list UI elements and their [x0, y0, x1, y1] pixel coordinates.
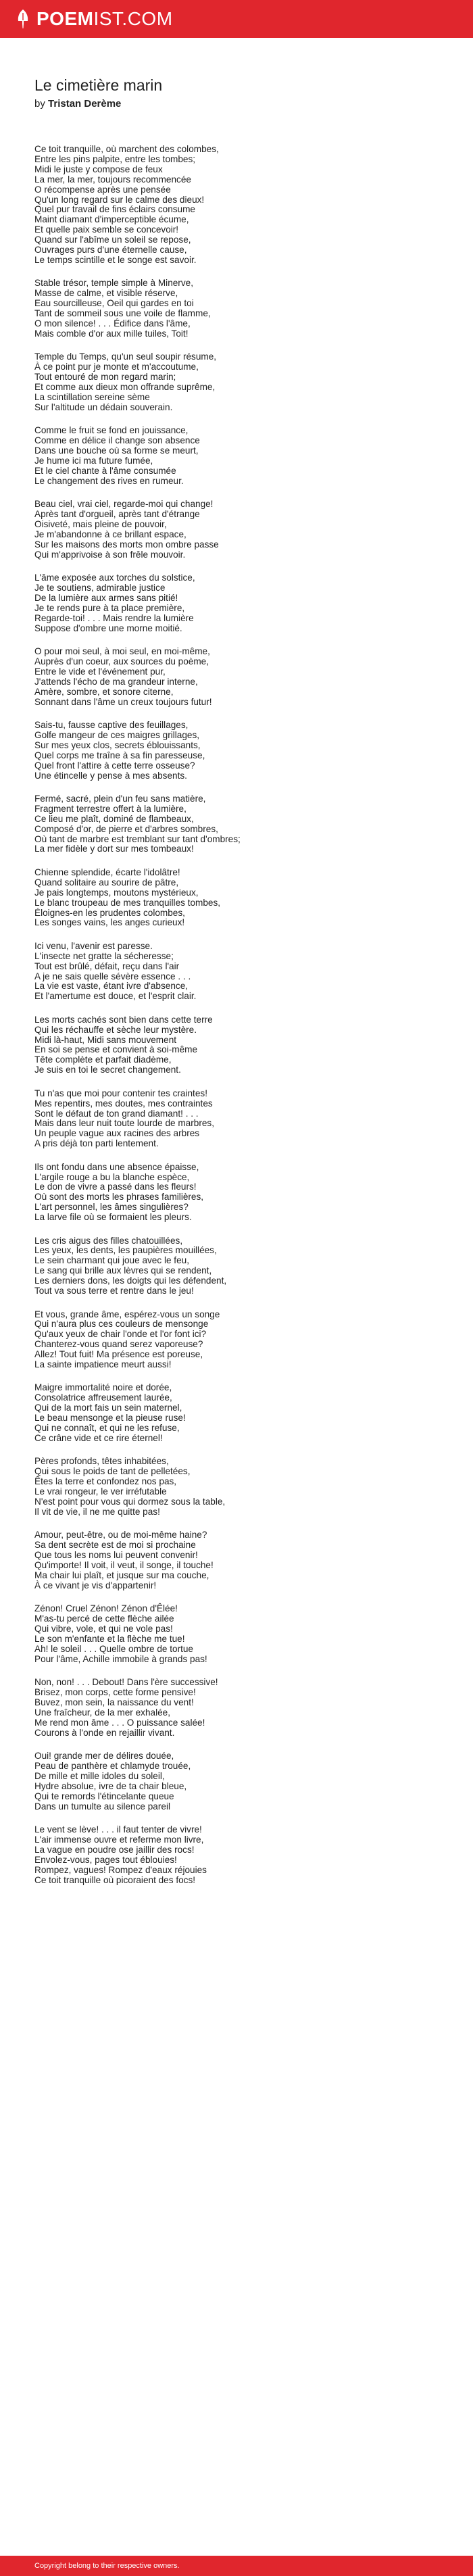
poem-line: Le vent se lève! . . . il faut tenter de vivre! [34, 1824, 202, 1835]
poem-line: Oui! grande mer de délires douée, [34, 1751, 174, 1761]
poem-line: Une étincelle y pense à mes absents. [34, 770, 187, 781]
poem-line: Tu n'as que moi pour contenir tes craintes! [34, 1088, 207, 1098]
poem-line: N'est point pour vous qui dormez sous la table, [34, 1497, 226, 1507]
poem-line: Les derniers dons, les doigts qui les défendent, [34, 1275, 227, 1286]
poem-line: Fragment terrestre offert à la lumière, [34, 803, 186, 814]
poem-line: Êtes la terre et confondez nos pas, [34, 1476, 177, 1487]
poem-line: Chanterez-vous quand serez vaporeuse? [34, 1339, 203, 1350]
poem-author: Tristan Derème [48, 98, 122, 110]
stanza [34, 426, 440, 486]
poem-line: Une fraîcheur, de la mer exhalée, [34, 1707, 170, 1718]
poem-line: Où sont des morts les phrases familières, [34, 1192, 204, 1202]
poem-line: J'attends l'écho de ma grandeur interne, [34, 676, 198, 687]
poem-line: Les yeux, les dents, les paupières mouillées, [34, 1245, 217, 1256]
poem-line: Sur les maisons des morts mon ombre passe [34, 539, 219, 550]
poem-line: Sur mes yeux clos, secrets éblouissants, [34, 739, 201, 750]
byline-prefix: by [34, 98, 45, 110]
poem-line: Ah! le soleil . . . Quelle ombre de tortue [34, 1643, 193, 1654]
poem-line: Après tant d'orgueil, après tant d'étrange [34, 509, 200, 520]
poem-line: Le son m'enfante et la flèche me tue! [34, 1633, 185, 1644]
poem-line: Entre le vide et l'événement pur, [34, 666, 166, 677]
poem-line: Comme le fruit se fond en jouissance, [34, 425, 189, 436]
poem-line: Qui sous le poids de tant de pelletées, [34, 1466, 191, 1477]
poem-line: Pour l'âme, Achille immobile à grands pas! [34, 1653, 207, 1664]
poem-line: Et quelle paix semble se concevoir! [34, 224, 179, 235]
logo-text-strong: POEM [36, 8, 94, 29]
stanza [34, 721, 440, 781]
stanza [34, 500, 440, 560]
poem-line: Courons à l'onde en rejaillir vivant. [34, 1727, 175, 1738]
stanza [34, 1530, 440, 1590]
poem-line: Qu'aux yeux de chair l'onde et l'or font ici? [34, 1329, 207, 1340]
stanza [34, 1457, 440, 1517]
poem-line: Et l'amertume est douce, et l'esprit clair. [34, 991, 197, 1002]
quill-icon [15, 9, 31, 29]
copyright-text: Copyright belong to their respective owners. [34, 2562, 180, 2570]
poem-line: Mais dans leur nuit toute lourde de marbres, [34, 1118, 214, 1129]
poem-line: Masse de calme, et visible réserve, [34, 288, 178, 299]
stanza [34, 1236, 440, 1296]
poem-line: O pour moi seul, à moi seul, en moi-même, [34, 646, 210, 657]
poem-line: Peau de panthère et chlamyde trouée, [34, 1761, 191, 1772]
poem-line: Les cris aigus des filles chatouillées, [34, 1235, 183, 1246]
poem-line: Qui te remords l'étincelante queue [34, 1791, 174, 1801]
poem-line: Golfe mangeur de ces maigres grillages, [34, 729, 200, 740]
poem-line: Non, non! . . . Debout! Dans l'ère successive! [34, 1677, 218, 1688]
poem-line: L'art personnel, les âmes singulières? [34, 1202, 189, 1213]
poem-line: Je hume ici ma future fumée, [34, 455, 153, 466]
stanza [34, 1163, 440, 1223]
poem-line: L'argile rouge a bu la blanche espèce, [34, 1171, 190, 1182]
poem-line: La mer, la mer, toujours recommencée [34, 174, 191, 185]
poem-line: Les morts cachés sont bien dans cette terre [34, 1014, 213, 1025]
poem-line: La larve file où se formaient les pleurs. [34, 1212, 192, 1223]
stanza [34, 573, 440, 633]
poem-line: Ils ont fondu dans une absence épaisse, [34, 1161, 199, 1172]
poem-line: Oisiveté, mais pleine de pouvoir, [34, 519, 167, 529]
poem-line: Que tous les noms lui peuvent convenir! [34, 1550, 198, 1561]
poem-line: Le sang qui brille aux lèvres qui se rendent, [34, 1265, 212, 1276]
poem-line: La vie est vaste, étant ivre d'absence, [34, 981, 189, 992]
stanza [34, 1751, 440, 1812]
poem-line: L'insecte net gratte la sécheresse; [34, 950, 174, 961]
poem-line: Je te rends pure à ta place première, [34, 602, 185, 613]
poem-line: Ma chair lui plaît, et jusque sur ma couche, [34, 1570, 209, 1580]
poem-line: Quand sur l'abîme un soleil se repose, [34, 235, 191, 245]
poem-line: Dans une bouche où sa forme se meurt, [34, 445, 199, 456]
poem-line: Ce crâne vide et ce rire éternel! [34, 1432, 163, 1443]
site-logo[interactable] [15, 8, 173, 30]
poem-line: Rompez, vagues! Rompez d'eaux réjouies [34, 1864, 207, 1875]
poem-line: Hydre absolue, ivre de ta chair bleue, [34, 1780, 187, 1791]
stanza [34, 145, 440, 266]
poem-line: Qui de la mort fais un sein maternel, [34, 1403, 182, 1413]
poem-line: Qui ne connaît, et qui ne les refuse, [34, 1423, 180, 1434]
poem-line: Qui les réchauffe et sèche leur mystère. [34, 1024, 197, 1035]
stanza [34, 278, 440, 339]
poem-line: Brisez, mon corps, cette forme pensive! [34, 1687, 196, 1698]
poem-line: Je pais longtemps, moutons mystérieux, [34, 887, 199, 898]
poem-line: Le blanc troupeau de mes tranquilles tombes, [34, 897, 221, 908]
poem-container [34, 76, 440, 1899]
poem-line: Suppose d'ombre une morne moitié. [34, 623, 182, 633]
poem-line: Entre les pins palpite, entre les tombes; [34, 153, 196, 164]
poem-line: Éloignes-en les prudentes colombes, [34, 907, 185, 918]
poem-line: Le beau mensonge et la pieuse ruse! [34, 1413, 186, 1424]
stanza [34, 1089, 440, 1149]
poem-line: Consolatrice affreusement laurée, [34, 1392, 172, 1403]
poem-line: Qu'un long regard sur le calme des dieux! [34, 194, 205, 205]
poem-line: Le don de vivre a passé dans les fleurs! [34, 1182, 197, 1192]
poem-line: A je ne sais quelle sévère essence . . . [34, 971, 191, 981]
poem-line: L'âme exposée aux torches du solstice, [34, 573, 195, 583]
poem-line: Amour, peut-être, ou de moi-même haine? [34, 1530, 207, 1540]
stanza [34, 1678, 440, 1738]
poem-line: Beau ciel, vrai ciel, regarde-moi qui change! [34, 499, 214, 510]
poem-line: Quel corps me traîne à sa fin paresseuse, [34, 750, 205, 760]
poem-line: Et comme aux dieux mon offrande suprême, [34, 382, 216, 393]
poem-line: Le temps scintille et le songe est savoir. [34, 254, 197, 265]
poem-line: La sainte impatience meurt aussi! [34, 1359, 172, 1370]
poem-line: Ouvrages purs d'une éternelle cause, [34, 245, 187, 256]
poem-body [34, 145, 440, 1886]
poem-line: Il vit de vie, il ne me quitte pas! [34, 1506, 160, 1517]
stanza [34, 794, 440, 854]
poem-line: Sur l'altitude un dédain souverain. [34, 402, 173, 412]
poem-line: En soi se pense et convient à soi-même [34, 1044, 198, 1055]
poem-line: Chienne splendide, écarte l'idolâtre! [34, 867, 180, 877]
poem-line: Midi le juste y compose de feux [34, 164, 163, 174]
poem-line: Tout va sous terre et rentre dans le jeu! [34, 1286, 194, 1296]
stanza [34, 1825, 440, 1885]
poem-line: Dans un tumulte au silence pareil [34, 1801, 170, 1812]
poem-line: Allez! Tout fuit! Ma présence est poreuse, [34, 1349, 203, 1360]
poem-line: Zénon! Cruel Zénon! Zénon d'Êlée! [34, 1603, 178, 1614]
poem-line: La vague en poudre ose jaillir des rocs! [34, 1844, 195, 1855]
poem-line: Tout entouré de mon regard marin; [34, 372, 176, 383]
poem-line: Auprès d'un coeur, aux sources du poème, [34, 656, 209, 666]
poem-line: Sais-tu, fausse captive des feuillages, [34, 720, 189, 730]
poem-line: Amère, sombre, et sonore citerne, [34, 686, 174, 697]
stanza [34, 868, 440, 928]
poem-line: Quand solitaire au sourire de pâtre, [34, 877, 179, 888]
poem-line: Maigre immortalité noire et dorée, [34, 1382, 172, 1393]
poem-line: À ce point pur je monte et m'accoutume, [34, 362, 199, 372]
poem-line: Le sein charmant qui joue avec le feu, [34, 1255, 189, 1266]
poem-line: Ce toit tranquille où picoraient des focs! [34, 1874, 196, 1885]
poem-line: Composé d'or, de pierre et d'arbres sombres, [34, 823, 218, 834]
poem-line: M'as-tu percé de cette flèche ailée [34, 1613, 174, 1624]
stanza [34, 647, 440, 707]
poem-line: La scintillation sereine sème [34, 391, 150, 402]
poem-line: Où tant de marbre est tremblant sur tant d'ombres; [34, 833, 241, 844]
poem-line: Et le ciel chante à l'âme consumée [34, 465, 176, 476]
poem-line: Ce lieu me plaît, dominé de flambeaux, [34, 813, 194, 824]
poem-line: Ce toit tranquille, où marchent des colombes, [34, 144, 219, 154]
poem-line: Tant de sommeil sous une voile de flamme, [34, 308, 211, 319]
poem-line: Tout est brûlé, défait, reçu dans l'air [34, 961, 180, 971]
stanza [34, 942, 440, 1002]
poem-line: Qui n'aura plus ces couleurs de mensonge [34, 1319, 209, 1330]
poem-line: Me rend mon âme . . . O puissance salée! [34, 1717, 205, 1728]
byline [34, 97, 440, 111]
stanza [34, 1383, 440, 1443]
poem-line: Temple du Temps, qu'un seul soupir résume, [34, 351, 217, 362]
stanza [34, 352, 440, 412]
stanza [34, 1604, 440, 1664]
poem-line: Quel pur travail de fins éclairs consume [34, 204, 195, 215]
poem-line: Pères profonds, têtes inhabitées, [34, 1456, 169, 1467]
poem-line: Sont le défaut de ton grand diamant! . . . [34, 1108, 199, 1119]
poem-line: Je suis en toi le secret changement. [34, 1065, 181, 1075]
poem-line: De la lumière aux armes sans pitié! [34, 592, 178, 603]
poem-line: Qui m'apprivoise à son frêle mouvoir. [34, 549, 186, 560]
poem-line: A pris déjà ton parti lentement. [34, 1138, 159, 1149]
poem-line: Qu'importe! Il voit, il veut, il songe, il touche! [34, 1560, 214, 1571]
poem-line: L'air immense ouvre et referme mon livre, [34, 1834, 204, 1845]
stanza [34, 1015, 440, 1075]
poem-line: De mille et mille idoles du soleil, [34, 1770, 165, 1781]
poem-line: Eau sourcilleuse, Oeil qui gardes en toi [34, 298, 194, 309]
poem-line: Mais comble d'or aux mille tuiles, Toit! [34, 328, 189, 339]
poem-line: Sonnant dans l'âme un creux toujours futur! [34, 696, 212, 707]
poem-line: Et vous, grande âme, espérez-vous un songe [34, 1309, 220, 1319]
poem-line: La mer fidèle y dort sur mes tombeaux! [34, 844, 194, 854]
poem-line: Fermé, sacré, plein d'un feu sans matière, [34, 793, 206, 804]
poem-line: Comme en délice il change son absence [34, 435, 200, 446]
stanza [34, 1310, 440, 1370]
poem-line: Le vrai rongeur, le ver irréfutable [34, 1486, 167, 1497]
poem-title: Le cimetière marin [34, 76, 163, 94]
poem-line: Buvez, mon sein, la naissance du vent! [34, 1697, 194, 1707]
poem-line: Ici venu, l'avenir est paresse. [34, 940, 153, 951]
poem-line: Tête complète et parfait diadème, [34, 1054, 172, 1065]
poem-line: Le changement des rives en rumeur. [34, 475, 184, 486]
site-header [0, 0, 473, 38]
poem-line: Stable trésor, temple simple à Minerve, [34, 278, 193, 289]
poem-line: Quel front l'attire à cette terre osseuse? [34, 760, 195, 771]
poem-line: Sa dent secrète est de moi si prochaine [34, 1540, 196, 1551]
poem-line: Je m'abandonne à ce brillant espace, [34, 529, 186, 539]
poem-line: Mes repentirs, mes doutes, mes contraintes [34, 1098, 213, 1109]
poem-line: Je te soutiens, admirable justice [34, 583, 166, 593]
poem-line: O récompense après une pensée [34, 184, 171, 195]
poem-line: Envolez-vous, pages tout éblouies! [34, 1854, 177, 1865]
logo-text-light: IST.COM [93, 8, 173, 29]
poem-line: Midi là-haut, Midi sans mouvement [34, 1034, 177, 1045]
poem-line: Les songes vains, les anges curieux! [34, 917, 185, 928]
poem-line: Qui vibre, vole, et qui ne vole pas! [34, 1624, 173, 1634]
poem-line: O mon silence! . . . Édifice dans l'âme, [34, 318, 191, 329]
poem-line: Regarde-toi! . . . Mais rendre la lumière [34, 612, 194, 623]
site-footer [0, 2556, 473, 2576]
poem-line: À ce vivant je vis d'appartenir! [34, 1580, 157, 1590]
poem-line: Maint diamant d'imperceptible écume, [34, 214, 189, 225]
poem-line: Un peuple vague aux racines des arbres [34, 1128, 200, 1139]
